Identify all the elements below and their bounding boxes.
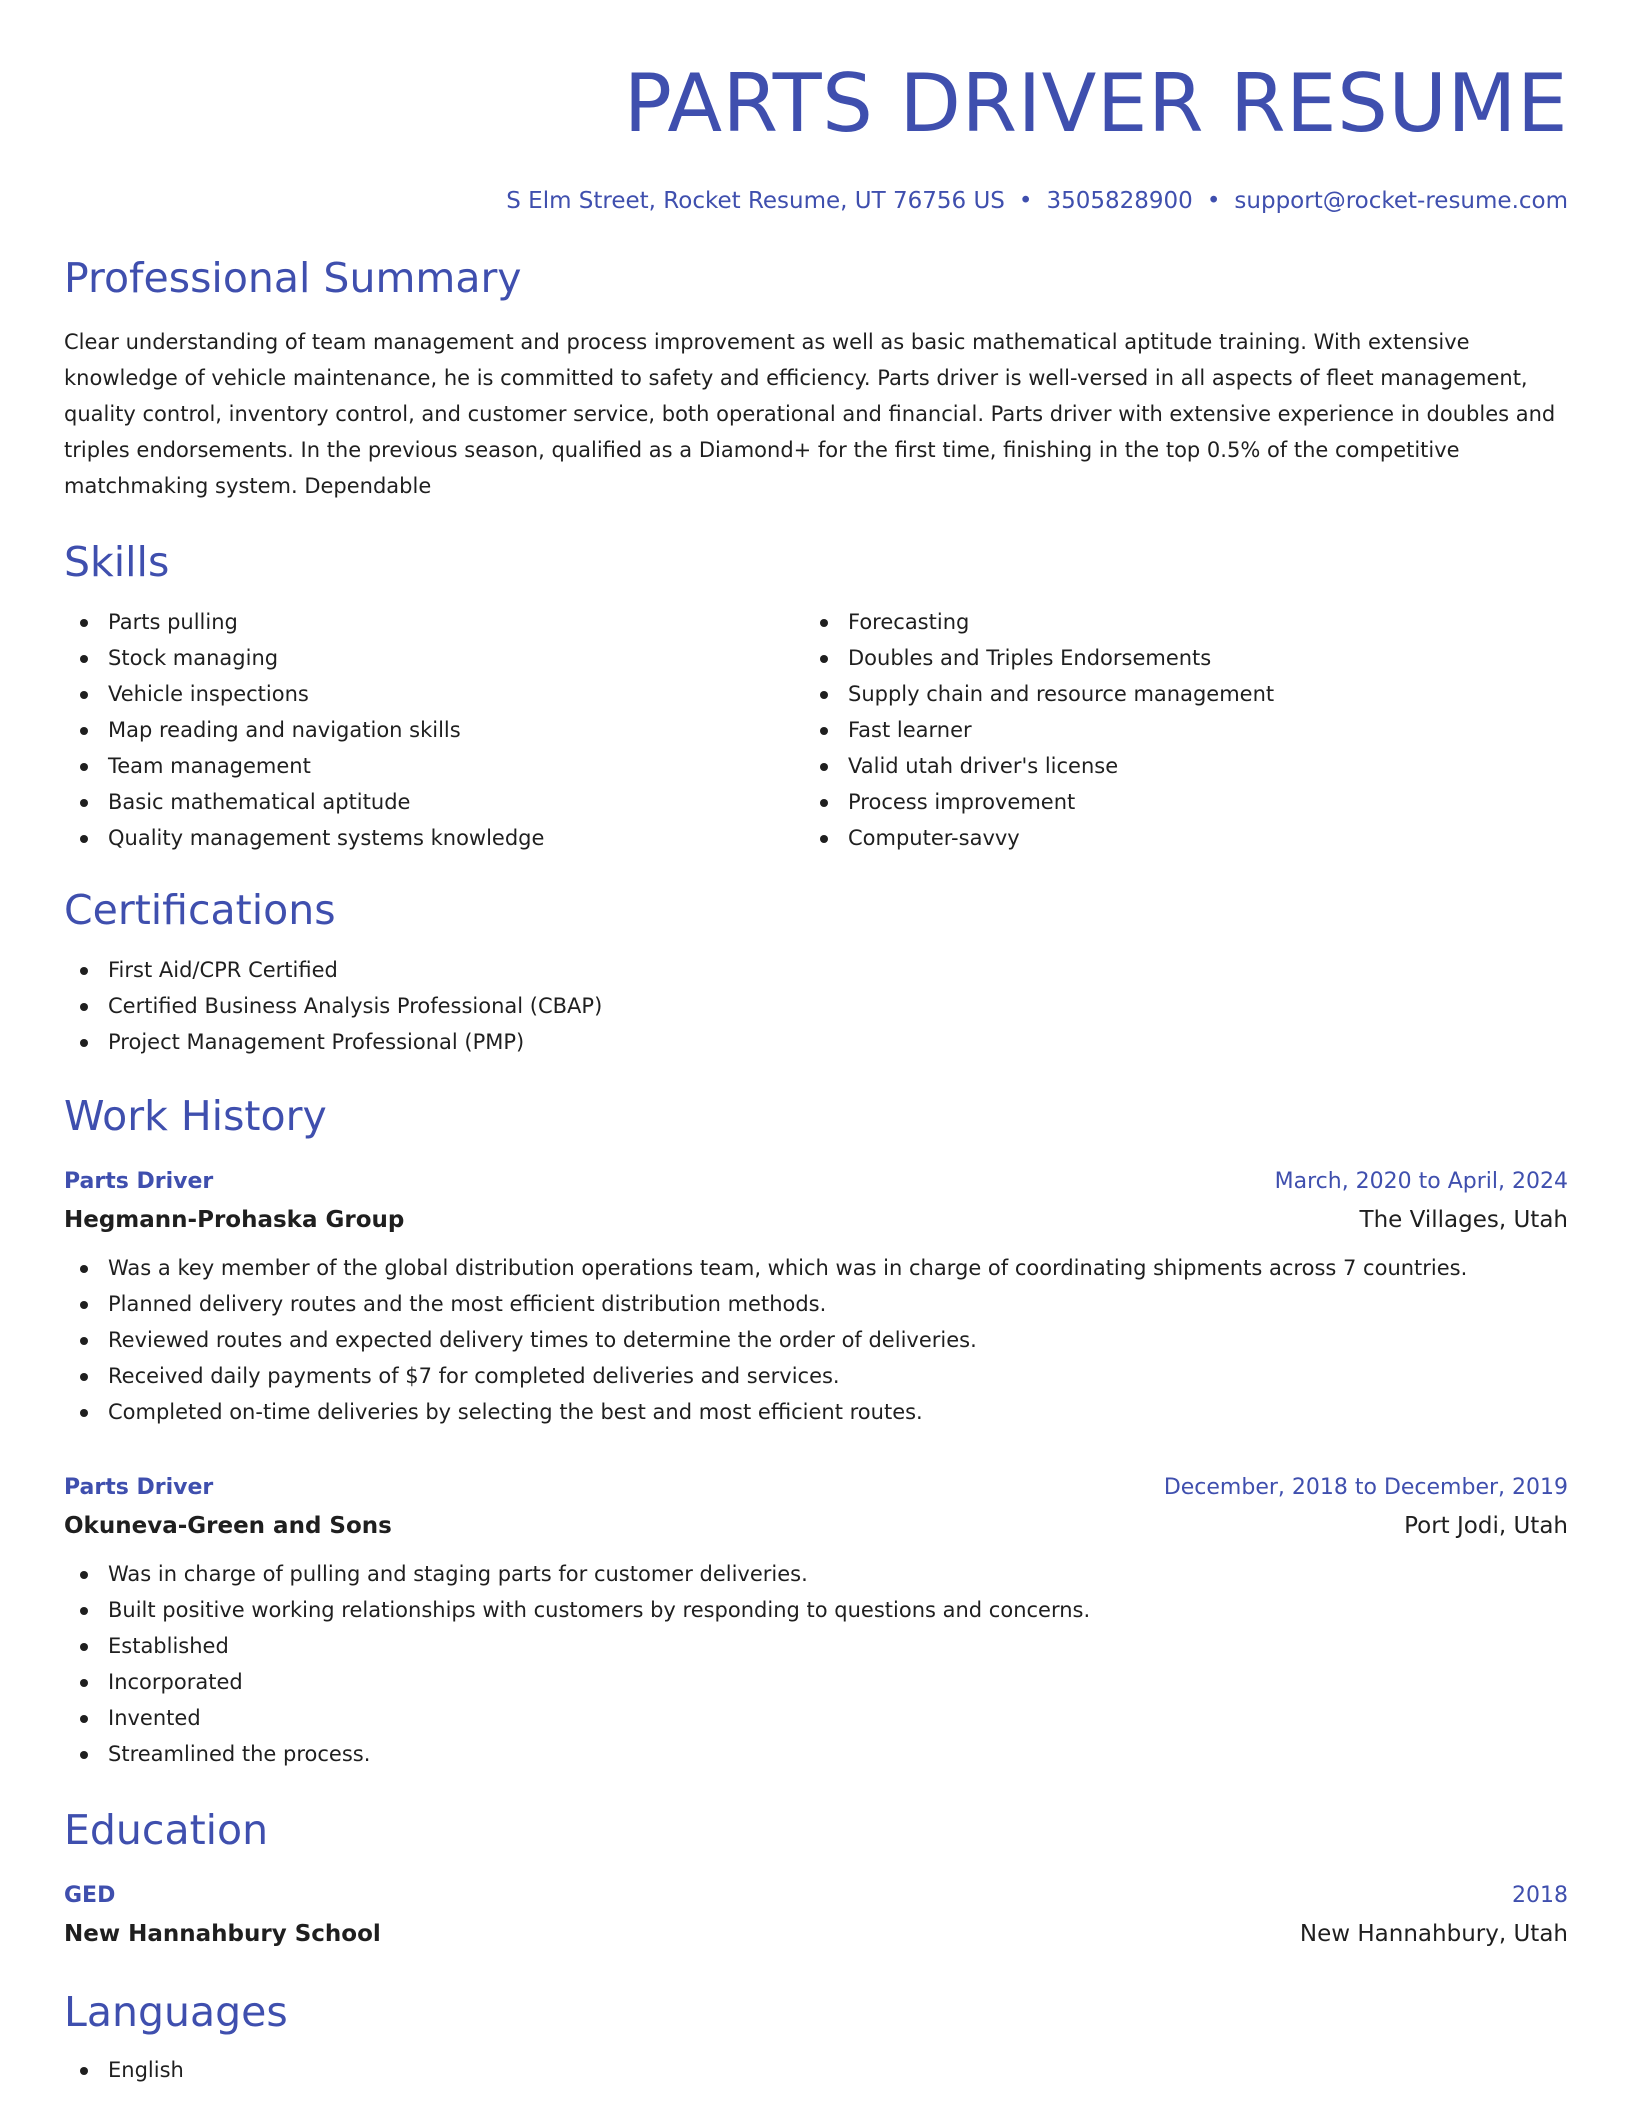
job-bullet: Built positive working relationships with customers by responding to questions and concerns. bbox=[64, 1592, 1568, 1628]
skill-item: Quality management systems knowledge bbox=[64, 820, 804, 856]
job-bullet: Streamlined the process. bbox=[64, 1736, 1568, 1772]
skill-item: Parts pulling bbox=[64, 604, 804, 640]
education-degree-row bbox=[64, 1878, 1568, 1914]
job-bullets bbox=[64, 1250, 1568, 1430]
job-company-row bbox=[64, 1200, 1568, 1240]
languages-heading: Languages bbox=[64, 1988, 288, 2036]
languages-section bbox=[64, 1986, 1568, 2088]
job-dates: December, 2018 to December, 2019 bbox=[1163, 1475, 1568, 1500]
skills-list-left bbox=[64, 604, 804, 856]
job-title-row bbox=[64, 1164, 1568, 1200]
certification-item: Project Management Professional (PMP) bbox=[64, 1024, 1568, 1060]
skill-item: Forecasting bbox=[804, 604, 1544, 640]
skill-item: Computer-savvy bbox=[804, 820, 1544, 856]
education-school-row bbox=[64, 1914, 1568, 1954]
job-bullet: Reviewed routes and expected delivery times to determine the order of deliveries. bbox=[64, 1322, 1568, 1358]
contact-separator: • bbox=[1206, 188, 1221, 214]
skill-item: Map reading and navigation skills bbox=[64, 712, 804, 748]
summary-heading: Professional Summary bbox=[64, 254, 522, 302]
job-bullet: Planned delivery routes and the most efficient distribution methods. bbox=[64, 1286, 1568, 1322]
summary-section bbox=[64, 252, 1568, 504]
work-history-heading: Work History bbox=[64, 1092, 327, 1140]
skill-item: Supply chain and resource management bbox=[804, 676, 1544, 712]
education-entry bbox=[64, 1878, 1568, 1954]
contact-email: support@rocket-resume.com bbox=[1234, 188, 1568, 214]
job-company: Hegmann-Prohaska Group bbox=[64, 1207, 405, 1233]
contact-phone: 3505828900 bbox=[1046, 188, 1193, 214]
job-entry bbox=[64, 1164, 1568, 1430]
job-location: Port Jodi, Utah bbox=[1404, 1513, 1568, 1539]
certifications-heading: Certifications bbox=[64, 886, 336, 934]
job-company-row bbox=[64, 1506, 1568, 1546]
education-degree: GED bbox=[64, 1883, 116, 1908]
work-history-section bbox=[64, 1090, 1568, 1772]
job-bullet: Invented bbox=[64, 1700, 1568, 1736]
skill-item: Stock managing bbox=[64, 640, 804, 676]
job-bullet: Received daily payments of $7 for completed deliveries and services. bbox=[64, 1358, 1568, 1394]
job-title: Parts Driver bbox=[64, 1169, 214, 1194]
resume-header bbox=[64, 0, 1568, 216]
job-bullet: Was in charge of pulling and staging parts for customer deliveries. bbox=[64, 1556, 1568, 1592]
skills-columns bbox=[64, 604, 1568, 856]
certification-item: Certified Business Analysis Professional (CBAP) bbox=[64, 988, 1568, 1024]
skill-item: Basic mathematical aptitude bbox=[64, 784, 804, 820]
job-title: Parts Driver bbox=[64, 1475, 214, 1500]
job-title-row bbox=[64, 1470, 1568, 1506]
certification-item: First Aid/CPR Certified bbox=[64, 952, 1568, 988]
skill-item: Process improvement bbox=[804, 784, 1544, 820]
certifications-section bbox=[64, 884, 1568, 1060]
job-bullet: Was a key member of the global distribution operations team, which was in charge of coordinating shipments across 7 countries. bbox=[64, 1250, 1568, 1286]
resume-title: PARTS DRIVER RESUME bbox=[623, 57, 1568, 150]
contact-address: S Elm Street, Rocket Resume, UT 76756 US bbox=[506, 188, 1005, 214]
contact-separator: • bbox=[1018, 188, 1033, 214]
skill-item: Team management bbox=[64, 748, 804, 784]
skills-column-left bbox=[64, 604, 804, 856]
skill-item: Fast learner bbox=[804, 712, 1544, 748]
summary-text: Clear understanding of team management and process improvement as well as basic mathematical aptitude training. With extensive knowledge of vehicle maintenance, he is committed to safety and efficiency. Parts driver is well-versed in all aspects of fleet management, quality control, inventory control, and customer service, both operational and financial. Parts driver with extensive experience in doubles and triples endorsements. In the previous season, qualified as a Diamond+ for the first time, finishing in the top 0.5% of the competitive matchmaking system. Dependable bbox=[64, 330, 1556, 498]
job-dates: March, 2020 to April, 2024 bbox=[1274, 1169, 1568, 1194]
skill-item: Vehicle inspections bbox=[64, 676, 804, 712]
job-bullet: Incorporated bbox=[64, 1664, 1568, 1700]
skill-item: Doubles and Triples Endorsements bbox=[804, 640, 1544, 676]
job-bullet: Established bbox=[64, 1628, 1568, 1664]
skills-heading: Skills bbox=[64, 538, 170, 586]
job-entry bbox=[64, 1470, 1568, 1772]
skills-list-right bbox=[804, 604, 1544, 856]
job-location: The Villages, Utah bbox=[1359, 1207, 1568, 1233]
skills-column-right bbox=[804, 604, 1544, 856]
job-company: Okuneva-Green and Sons bbox=[64, 1513, 392, 1539]
contact-line bbox=[64, 186, 1568, 216]
job-bullets bbox=[64, 1556, 1568, 1772]
education-school: New Hannahbury School bbox=[64, 1921, 381, 1947]
skill-item: Valid utah driver's license bbox=[804, 748, 1544, 784]
education-section bbox=[64, 1804, 1568, 1954]
languages-list bbox=[64, 2052, 1568, 2088]
education-year: 2018 bbox=[1512, 1883, 1568, 1908]
job-bullet: Completed on-time deliveries by selecting the best and most efficient routes. bbox=[64, 1394, 1568, 1430]
education-heading: Education bbox=[64, 1806, 269, 1854]
skills-section bbox=[64, 536, 1568, 856]
certifications-list bbox=[64, 952, 1568, 1060]
language-item: English bbox=[64, 2052, 1568, 2088]
education-location: New Hannahbury, Utah bbox=[1299, 1921, 1568, 1947]
